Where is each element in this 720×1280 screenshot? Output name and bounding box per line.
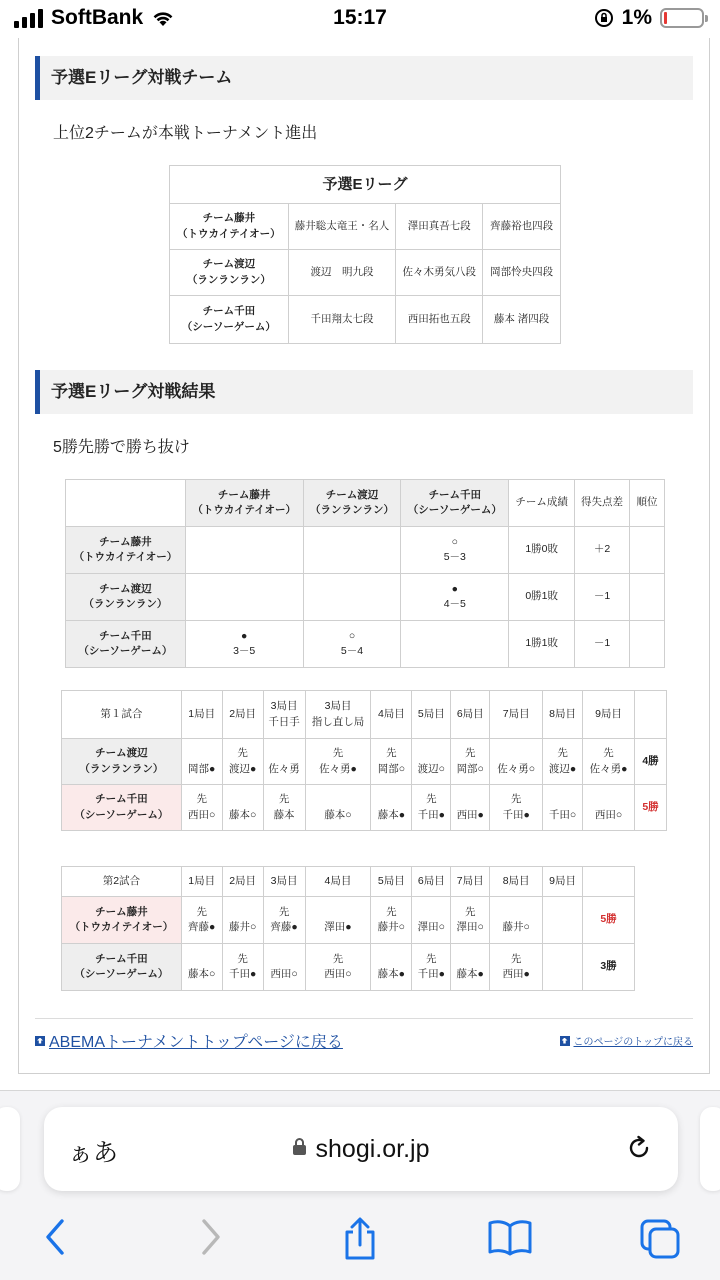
row-header: チーム千田 （シーソーゲーム） [66, 621, 186, 668]
result-cell [185, 527, 303, 574]
total-header [634, 691, 666, 739]
table-row [62, 785, 667, 831]
game-cell: 先 岡部○ [451, 739, 490, 785]
record-cell: 1勝0敗 [509, 527, 575, 574]
game-header: 2局目 [222, 691, 263, 739]
game-header: 1局目 [181, 691, 222, 739]
player-cell: 佐々木勇気八段 [396, 250, 483, 296]
player-cell: 渡辺 明九段 [288, 250, 396, 296]
player-cell: 藤本 渚四段 [483, 296, 561, 344]
game-header: 3局目 千日手 [263, 691, 305, 739]
results-table [65, 479, 665, 668]
total-cell: 5勝 [634, 785, 666, 831]
total-cell: 5勝 [583, 897, 635, 944]
square-arrow-icon [560, 1036, 570, 1046]
game-cell: 先 千田● [412, 944, 451, 991]
game-cell: 先 佐々勇● [305, 739, 371, 785]
table-row [170, 296, 561, 344]
table-row [66, 527, 665, 574]
game-cell: 岡部● [181, 739, 222, 785]
league-teams-table [169, 165, 561, 344]
game-header: 2局目 [222, 867, 263, 897]
abema-top-link-label: ABEMAトーナメントトップページに戻る [49, 1034, 343, 1051]
results-note: 5勝先勝で勝ち抜け [53, 439, 190, 456]
next-tab-card[interactable] [700, 1107, 720, 1191]
game-header: 5局目 [412, 691, 451, 739]
game-cell: 藤井○ [490, 897, 543, 944]
rotation-lock-icon [594, 8, 614, 28]
square-arrow-icon [35, 1036, 45, 1046]
abema-top-link[interactable] [35, 1029, 343, 1052]
table-row [62, 691, 667, 739]
game-cell: 藤本○ [181, 944, 222, 991]
game-cell: 先 齊藤● [181, 897, 222, 944]
table-row [170, 250, 561, 296]
row-header: チーム渡辺 （ランランラン） [66, 574, 186, 621]
game-cell: 西田○ [263, 944, 305, 991]
team-name-cell: チーム藤井 （トウカイテイオー） [170, 204, 289, 250]
league-title: 予選Eリーグ [170, 166, 561, 204]
footer-links [35, 1018, 693, 1051]
game-cell: 藤本● [371, 944, 412, 991]
player-cell: 藤井聡太竜王・名人 [288, 204, 396, 250]
domain-label: shogi.or.jp [315, 1135, 430, 1163]
bottom-nav [0, 1211, 720, 1267]
back-icon[interactable] [40, 1217, 72, 1257]
game-cell: 佐々勇○ [490, 739, 543, 785]
game-cell: 先 西田● [490, 944, 543, 991]
team-name-cell: チーム渡辺 （ランランラン） [170, 250, 289, 296]
game-cell: 先 西田○ [181, 785, 222, 831]
game-header: 6局目 [451, 691, 490, 739]
game-cell: 西田● [451, 785, 490, 831]
game-cell: 先 渡辺● [222, 739, 263, 785]
player-cell: 西田拓也五段 [396, 296, 483, 344]
safari-toolbar [0, 1090, 720, 1280]
page-top-link-label: このページのトップに戻る [573, 1037, 693, 1048]
table-row [66, 480, 665, 527]
game-cell: 佐々勇 [263, 739, 305, 785]
table-row [66, 621, 665, 668]
game-cell [543, 897, 583, 944]
result-cell: ○ 5－3 [401, 527, 509, 574]
results-heading: 予選Eリーグ対戦結果 [35, 370, 693, 414]
rank-cell [630, 574, 665, 621]
col-header: チーム藤井 （トウカイテイオー） [185, 480, 303, 527]
clock: 15:17 [333, 6, 387, 29]
player-cell: 齊藤裕也四段 [483, 204, 561, 250]
game-header: 9局目 [543, 867, 583, 897]
result-cell [303, 574, 401, 621]
game-cell: 藤本● [371, 785, 412, 831]
game-cell: 藤本● [451, 944, 490, 991]
col-header: 得失点差 [575, 480, 630, 527]
game-header: 4局目 [371, 691, 412, 739]
record-cell: 1勝1敗 [509, 621, 575, 668]
match-label: 第2試合 [62, 867, 182, 897]
total-cell: 4勝 [634, 739, 666, 785]
page-top-link[interactable] [560, 1033, 694, 1048]
result-cell [303, 527, 401, 574]
game-header: 5局目 [371, 867, 412, 897]
carrier-label: SoftBank [51, 6, 144, 29]
row-header: チーム千田 （シーソーゲーム） [62, 785, 182, 831]
table-row [66, 574, 665, 621]
game-header: 6局目 [412, 867, 451, 897]
result-cell [401, 621, 509, 668]
game-cell: 先 千田● [412, 785, 451, 831]
game-cell: 先 千田● [222, 944, 263, 991]
game-cell [543, 944, 583, 991]
game-cell: 先 千田● [490, 785, 543, 831]
game-cell: 先 藤本 [263, 785, 305, 831]
domain-display[interactable] [44, 1135, 678, 1164]
game-cell: 先 藤井○ [371, 897, 412, 944]
row-header: チーム藤井 （トウカイテイオー） [62, 897, 182, 944]
lock-icon [293, 1145, 306, 1155]
game-cell: 先 西田○ [305, 944, 371, 991]
game-header: 4局目 [305, 867, 371, 897]
bookmarks-icon[interactable] [486, 1217, 534, 1257]
reload-icon[interactable] [624, 1133, 654, 1163]
empty-corner-cell [66, 480, 186, 527]
game-header: 7局目 [451, 867, 490, 897]
record-cell: 0勝1敗 [509, 574, 575, 621]
total-cell: 3勝 [583, 944, 635, 991]
col-header: チーム渡辺 （ランランラン） [303, 480, 401, 527]
rank-cell [630, 527, 665, 574]
game-cell: 先 齊藤● [263, 897, 305, 944]
battery-percent: 1% [621, 6, 652, 29]
rank-cell [630, 621, 665, 668]
match1-table [61, 690, 667, 831]
total-header [583, 867, 635, 897]
share-icon[interactable] [340, 1217, 380, 1261]
player-cell: 千田翔太七段 [288, 296, 396, 344]
address-bar[interactable] [44, 1107, 678, 1191]
game-header: 1局目 [181, 867, 222, 897]
result-cell: ● 3－5 [185, 621, 303, 668]
player-cell: 澤田真吾七段 [396, 204, 483, 250]
game-header: 3局目 [263, 867, 305, 897]
result-cell: ● 4－5 [401, 574, 509, 621]
game-cell: 藤井○ [222, 897, 263, 944]
diff-cell: －1 [575, 621, 630, 668]
reader-options-button[interactable]: ぁあ [68, 1139, 119, 1167]
table-row [62, 867, 635, 897]
table-row [62, 897, 635, 944]
diff-cell: ＋2 [575, 527, 630, 574]
table-row [62, 944, 635, 991]
diff-cell: －1 [575, 574, 630, 621]
game-header: 9局目 [583, 691, 635, 739]
prev-tab-card[interactable] [0, 1107, 20, 1191]
game-cell: 先 渡辺● [543, 739, 583, 785]
battery-group [594, 6, 704, 30]
game-cell: 藤本○ [305, 785, 371, 831]
game-header: 7局目 [490, 691, 543, 739]
game-header: 8局目 [490, 867, 543, 897]
game-header: 8局目 [543, 691, 583, 739]
game-cell: 藤本○ [222, 785, 263, 831]
battery-icon [660, 8, 704, 28]
game-cell: 西田○ [583, 785, 635, 831]
row-header: チーム藤井 （トウカイテイオー） [66, 527, 186, 574]
table-row [170, 204, 561, 250]
result-cell: ○ 5－4 [303, 621, 401, 668]
col-header: 順位 [630, 480, 665, 527]
col-header: チーム千田 （シーソーゲーム） [401, 480, 509, 527]
game-cell: 先 澤田○ [451, 897, 490, 944]
game-cell: 澤田● [305, 897, 371, 944]
league-note: 上位2チームが本戦トーナメント進出 [53, 125, 318, 142]
game-cell: 澤田○ [412, 897, 451, 944]
game-cell: 先 岡部○ [371, 739, 412, 785]
status-bar [0, 0, 720, 40]
content-card [18, 38, 710, 1074]
col-header: チーム成績 [509, 480, 575, 527]
result-cell [185, 574, 303, 621]
tabs-icon[interactable] [636, 1217, 684, 1261]
player-cell: 岡部怜央四段 [483, 250, 561, 296]
game-header: 3局目 指し直し局 [305, 691, 371, 739]
row-header: チーム千田 （シーソーゲーム） [62, 944, 182, 991]
row-header: チーム渡辺 （ランランラン） [62, 739, 182, 785]
league-heading: 予選Eリーグ対戦チーム [35, 56, 693, 100]
game-cell: 渡辺○ [412, 739, 451, 785]
match-label: 第１試合 [62, 691, 182, 739]
forward-icon[interactable] [194, 1217, 226, 1257]
team-name-cell: チーム千田 （シーソーゲーム） [170, 296, 289, 344]
game-cell: 先 佐々勇● [583, 739, 635, 785]
table-row [62, 739, 667, 785]
game-cell: 千田○ [543, 785, 583, 831]
match2-table [61, 866, 635, 991]
